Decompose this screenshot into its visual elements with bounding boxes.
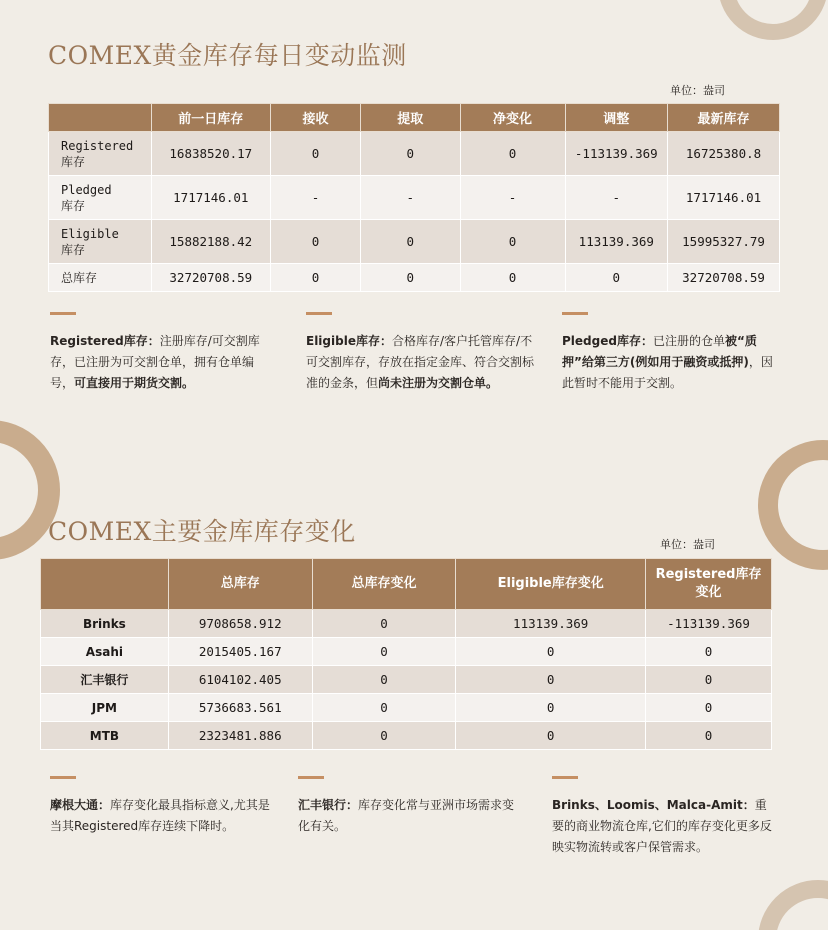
note-accent-bar [298,776,324,779]
section1-unit: 单位：盎司 [670,84,725,97]
note-brinks: Brinks、Loomis、Malca-Amit：重要的商业物流仓库,它们的库存变化更多反映实物流转或客户保管需求。 [552,776,778,858]
table-cell: 113139.369 [565,220,668,264]
inventory-daily-table [48,103,780,292]
table-cell: 1717146.01 [668,176,780,220]
decor-arc [758,440,828,570]
table-cell: 0 [460,132,565,176]
table-cell: 0 [456,722,646,750]
table-row [41,722,772,750]
table-row [49,220,780,264]
table-cell: 0 [646,694,772,722]
note-registered: Registered库存：注册库存/可交割库存，已注册为可交割仓单，拥有仓单编号，可直接用于期货交割。 [50,312,272,394]
table-cell: 0 [646,666,772,694]
table-cell: 32720708.59 [668,264,780,292]
note-accent-bar [306,312,332,315]
table-cell: 32720708.59 [151,264,270,292]
column-header: 接收 [270,104,360,132]
table-cell: 16838520.17 [151,132,270,176]
table-cell: 15882188.42 [151,220,270,264]
table-row [49,264,780,292]
section2-unit: 单位：盎司 [660,538,715,551]
table-cell: 0 [270,264,360,292]
table-cell: 15995327.79 [668,220,780,264]
table-cell: 0 [270,220,360,264]
table-cell: 113139.369 [456,610,646,638]
column-header: 净变化 [460,104,565,132]
table-cell: 0 [456,638,646,666]
table-cell: 2323481.886 [168,722,312,750]
table-cell: 2015405.167 [168,638,312,666]
table-cell: 0 [312,666,456,694]
table-cell: 0 [312,638,456,666]
column-header: 前一日库存 [151,104,270,132]
decor-arc [718,0,828,40]
table-row [49,176,780,220]
decor-arc [758,880,828,930]
note-jpm: 摩根大通：库存变化最具指标意义,尤其是当其Registered库存连续下降时。 [50,776,270,837]
note-accent-bar [50,776,76,779]
table-row [41,666,772,694]
table-row [49,132,780,176]
note-accent-bar [552,776,578,779]
row-label: Eligible 库存 [49,220,152,264]
table-cell: 0 [312,722,456,750]
row-label: Registered 库存 [49,132,152,176]
table-cell: 0 [312,610,456,638]
table-header-row [49,104,780,132]
table-cell: - [270,176,360,220]
column-header: Registered库存变化 [646,559,772,610]
table-cell: 0 [460,220,565,264]
row-label: Asahi [41,638,169,666]
column-header [49,104,152,132]
note-hsbc: 汇丰银行：库存变化常与亚洲市场需求变化有关。 [298,776,520,837]
column-header: 总库存 [168,559,312,610]
table-cell: 0 [361,132,460,176]
section2-title: COMEX主要金库库存变化 [48,517,356,546]
column-header: 调整 [565,104,668,132]
column-header [41,559,169,610]
table-row [41,638,772,666]
row-label: Brinks [41,610,169,638]
table-cell: 0 [361,220,460,264]
table-cell: 0 [361,264,460,292]
table-cell: 16725380.8 [668,132,780,176]
table-cell: -113139.369 [565,132,668,176]
section1-title: COMEX黄金库存每日变动监测 [48,41,407,70]
table-cell: - [565,176,668,220]
column-header: 提取 [361,104,460,132]
row-label: JPM [41,694,169,722]
table-cell: 6104102.405 [168,666,312,694]
table-cell: 0 [270,132,360,176]
row-label: 汇丰银行 [41,666,169,694]
column-header: 最新库存 [668,104,780,132]
table-cell: - [361,176,460,220]
note-accent-bar [50,312,76,315]
table-cell: 0 [460,264,565,292]
row-label: 总库存 [49,264,152,292]
table-cell: 0 [565,264,668,292]
vault-inventory-table [40,558,772,750]
table-cell: 0 [456,666,646,694]
table-cell: 9708658.912 [168,610,312,638]
table-cell: - [460,176,565,220]
note-eligible: Eligible库存：合格库存/客户托管库存/不可交割库存，存放在指定金库、符合交割标准的金条，但尚未注册为交割仓单。 [306,312,534,394]
table-cell: -113139.369 [646,610,772,638]
column-header: Eligible库存变化 [456,559,646,610]
note-pledged: Pledged库存：已注册的仓单被“质押”给第三方(例如用于融资或抵押)，因此暂时不能用于交割。 [562,312,784,394]
table-cell: 5736683.561 [168,694,312,722]
table-cell: 1717146.01 [151,176,270,220]
table-row [41,610,772,638]
table-header-row [41,559,772,610]
row-label: Pledged 库存 [49,176,152,220]
table-row [41,694,772,722]
table-cell: 0 [646,638,772,666]
table-cell: 0 [312,694,456,722]
row-label: MTB [41,722,169,750]
table-cell: 0 [456,694,646,722]
note-accent-bar [562,312,588,315]
column-header: 总库存变化 [312,559,456,610]
table-cell: 0 [646,722,772,750]
